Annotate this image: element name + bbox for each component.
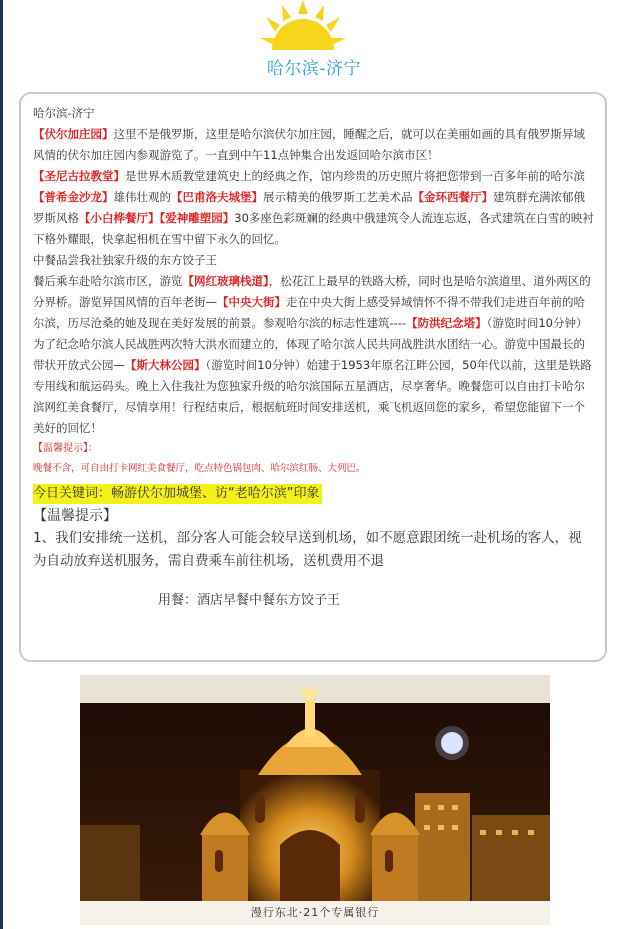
tag-central-street: 【中央大街】 xyxy=(217,295,286,309)
page-left-edge xyxy=(0,0,3,929)
text-pushkin-4: 30多座色彩斑斓的经典中俄建筑令人流连忘返，各式建筑在白雪的映衬下格外耀眼，快拿起相机在雪中留下永久的回忆。 xyxy=(33,211,594,246)
tag-volga-manor: 【伏尔加庄园】 xyxy=(33,127,114,141)
tip-heading: 【温馨提示】： xyxy=(33,443,98,454)
tag-pavlov-castle: 【巴甫洛夫城堡】 xyxy=(171,190,263,204)
tip-text: 晚餐不含，可自由打卡网红美食餐厅，吃点特色锅包肉、哈尔滨红肠、大列巴。 xyxy=(33,463,366,474)
text-pushkin-2: 展示精美的俄罗斯工艺美术品 xyxy=(263,190,413,204)
paragraph-pushkin-salon xyxy=(33,187,595,250)
cathedral-night-photo xyxy=(80,675,550,925)
text-pushkin-3: 建筑群充满浓郁俄罗斯风格 xyxy=(33,190,585,225)
tag-stalin-park: 【斯大林公园】 xyxy=(125,358,206,372)
day-header xyxy=(0,0,628,86)
tag-cupid-garden: 【爱神雕塑园】 xyxy=(159,211,235,225)
meal-info: 用餐：酒店早餐中餐东方饺子王 xyxy=(158,593,341,608)
sun-icon xyxy=(258,0,348,58)
paragraph-st-nicholas xyxy=(33,166,595,187)
tag-golden-ring: 【金环西餐厅】 xyxy=(412,190,493,204)
today-keyword: 今日关键词：畅游伏尔加城堡、访“老哈尔滨”印象 xyxy=(33,484,322,504)
text-pushkin-1: 雄伟壮观的 xyxy=(113,190,171,204)
paragraph-city-tour xyxy=(33,271,595,439)
text-city-5: （游览时间10分钟）始建于1953年原名江畔公园，50年代以前，这里是铁路专用线和航运码头。晚上入住我社为您独家升级的哈尔滨国际五星酒店，尽享奢华。晚餐您可以自由打卡哈尔滨网红美食餐厅，尽情享用！行程结束后，根据航班时间安排送机，乘飞机返回您的家乡，希望您能留下一个美好的回忆！ xyxy=(33,358,592,435)
photo-caption: 漫行东北·21个专属银行 xyxy=(80,901,550,925)
tag-birch-restaurant: 【小白桦餐厅】 xyxy=(79,211,160,225)
tag-flood-tower: 【防洪纪念塔】 xyxy=(406,316,487,330)
tag-pushkin-salon: 【普希金沙龙】 xyxy=(33,190,114,204)
text-volga-manor: 这里不是俄罗斯，这里是哈尔滨伏尔加庄园，睡醒之后，就可以在美丽如画的具有俄罗斯异域风情的伏尔加庄园内参观游览了。一直到中午11点钟集合出发返回哈尔滨市区！ xyxy=(33,127,585,162)
text-city-1: 餐后乘车赴哈尔滨市区，游览 xyxy=(33,274,183,288)
tip2-heading: 【温馨提示】 xyxy=(33,508,117,524)
text-city-2: ，松花江上最早的铁路大桥，同时也是哈尔滨道里、道外两区的分界桥。游览异国风情的百年老街— xyxy=(33,274,591,309)
text-city-4: （游览时间10分钟）为了纪念哈尔滨人民战胜两次特大洪水而建立的，体现了哈尔滨人民共同战胜洪水团结一心。游览中国最长的带状开放式公园— xyxy=(33,316,588,372)
tip2-text: 1、我们安排统一送机，部分客人可能会较早送到机场，如不愿意跟团统一赴机场的客人，视为自动放弃送机服务，需自费乘车前往机场，送机费用不退 xyxy=(33,530,582,569)
text-city-3: 走在中央大街上感受异域情怀不得不带我们走进百年前的哈尔滨，历尽沧桑的她及现在美好发展的前景。参观哈尔滨的标志性建筑---- xyxy=(33,295,585,330)
lunch-note: 中餐品尝我社独家升级的东方饺子王 xyxy=(33,253,217,267)
route-label: 哈尔滨-济宁 xyxy=(33,106,95,120)
text-st-nicholas: 是世界木质教堂建筑史上的经典之作，馆内珍贵的历史照片将把您带到一百多年前的哈尔滨 xyxy=(125,169,585,183)
cathedral-illustration xyxy=(80,675,550,925)
tag-st-nicholas: 【圣尼古拉教堂】 xyxy=(33,169,125,183)
tag-glass-walkway: 【网红玻璃栈道】 xyxy=(182,274,269,288)
day-title: 哈尔滨-济宁 xyxy=(266,59,362,79)
itinerary-card xyxy=(19,92,607,662)
keyword-row xyxy=(33,482,595,504)
paragraph-volga-manor xyxy=(33,124,595,166)
